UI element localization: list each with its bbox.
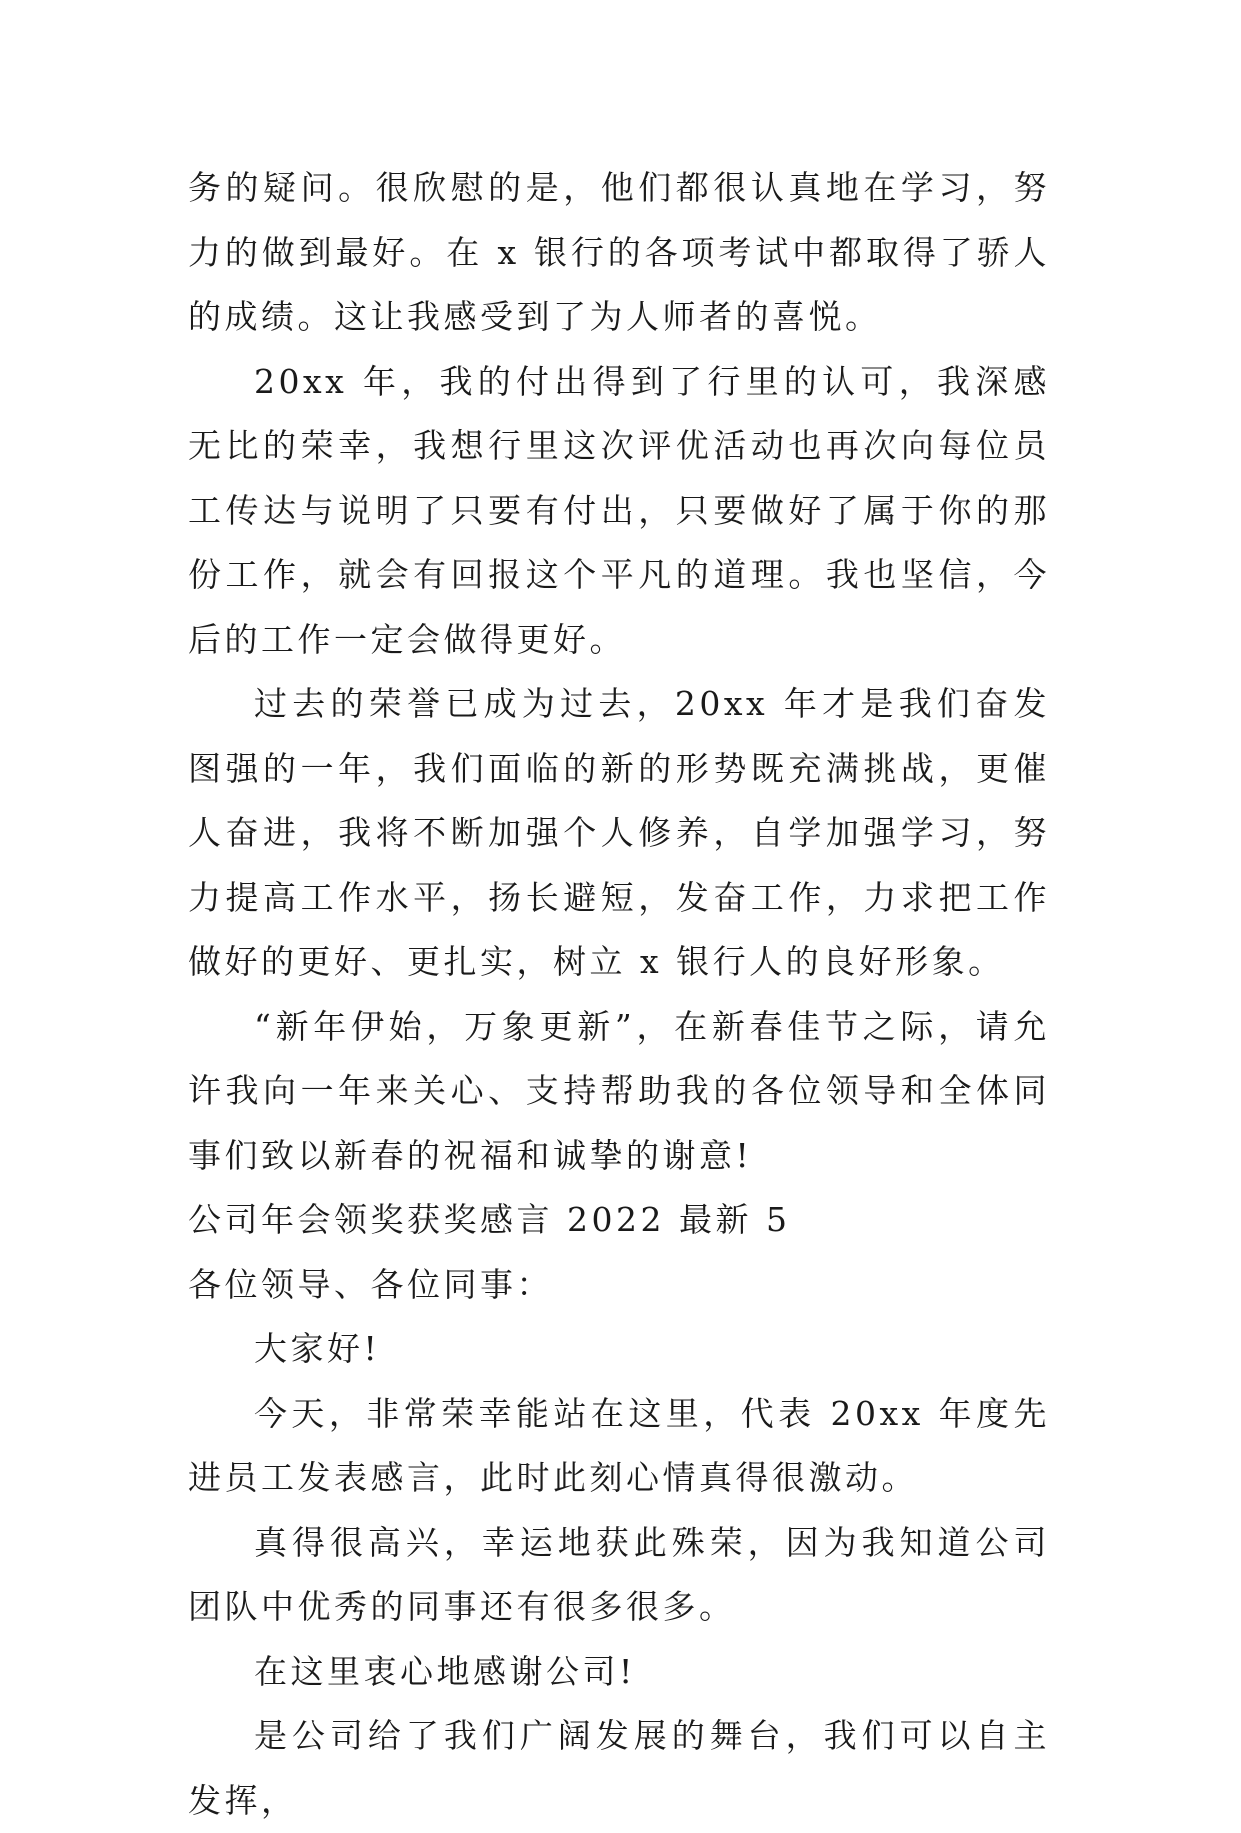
section-heading: 公司年会领奖获奖感言 2022 最新 5 xyxy=(188,1200,791,1239)
paragraph: 在这里衷心地感谢公司! xyxy=(254,1651,636,1691)
greeting: 大家好! xyxy=(254,1329,381,1368)
paragraph: “新年伊始，万象更新”，在新春佳节之际，请允许我向一年来关心、支持帮助我的各位领导和全体同事们致以新春的祝福和诚挚的谢意! xyxy=(188,1006,1050,1175)
document-body xyxy=(188,156,1050,1833)
salutation: 各位领导、各位同事： xyxy=(188,1264,553,1304)
paragraph: 过去的荣誉已成为过去，20xx 年才是我们奋发图强的一年，我们面临的新的形势既充满挑战，更催人奋进，我将不断加强个人修养，自学加强学习，努力提高工作水平，扬长避短，发奋工作，力求把工作做好的更好、更扎实，树立 x 银行人的良好形象。 xyxy=(188,684,1050,981)
paragraph: 20xx 年，我的付出得到了行里的认可，我深感无比的荣幸，我想行里这次评优活动也再次向每位员工传达与说明了只要有付出，只要做好了属于你的那份工作，就会有回报这个平凡的道理。我也坚信，今后的工作一定会做得更好。 xyxy=(188,361,1050,659)
paragraph-continuation: 务的疑问。很欣慰的是，他们都很认真地在学习，努力的做到最好。在 x 银行的各项考试中都取得了骄人的成绩。这让我感受到了为人师者的喜悦。 xyxy=(188,168,1050,336)
paragraph: 今天，非常荣幸能站在这里，代表 20xx 年度先进员工发表感言，此时此刻心情真得很激动。 xyxy=(188,1393,1050,1497)
paragraph: 真得很高兴，幸运地获此殊荣，因为我知道公司团队中优秀的同事还有很多很多。 xyxy=(188,1522,1050,1626)
paragraph: 是公司给了我们广阔发展的舞台，我们可以自主发挥， xyxy=(188,1716,1050,1820)
